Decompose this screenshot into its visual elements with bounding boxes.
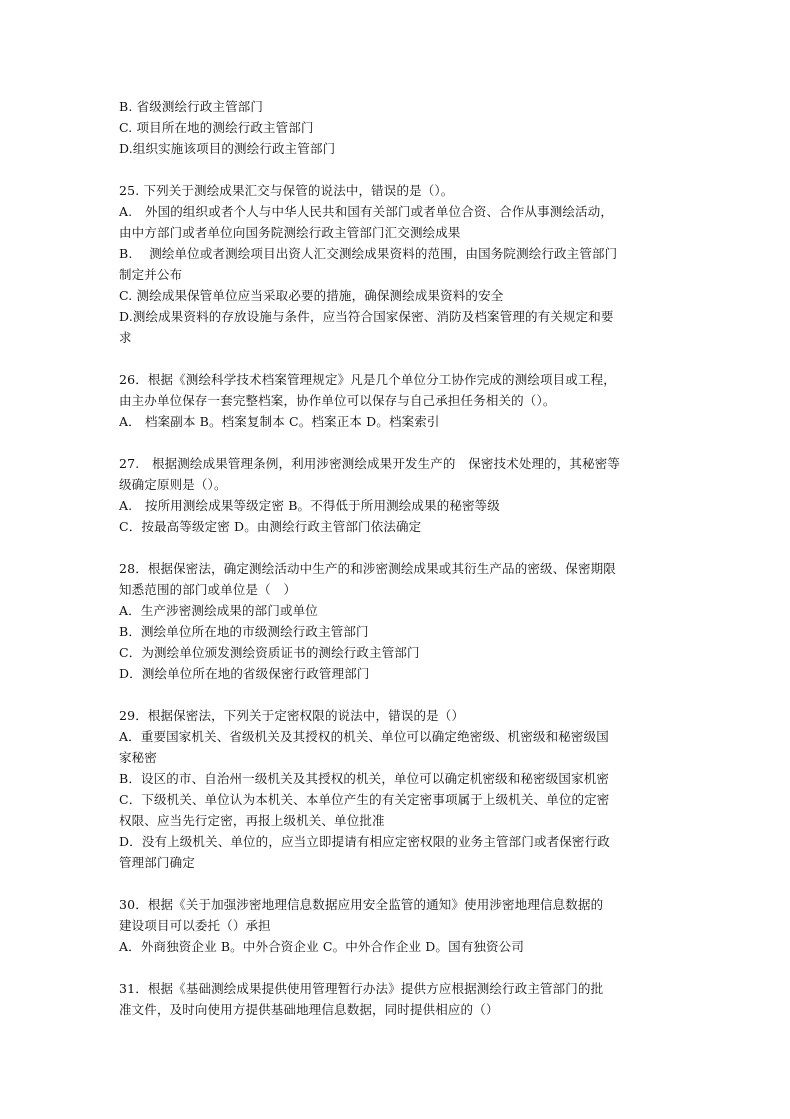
question-30 (119, 894, 679, 957)
text-line: 建设项目可以委托（）承担 (119, 918, 271, 933)
paragraph-gap (119, 159, 679, 180)
question-29 (119, 705, 679, 873)
question-25 (119, 180, 679, 348)
question-stem-line: 29．根据保密法，下列关于定密权限的说法中，错误的是（） (119, 708, 465, 723)
question-stem-line: 25. 下列关于测绘成果汇交与保管的说法中，错误的是（）。 (119, 183, 454, 198)
text-line: B. 测绘单位或者测绘项目出资人汇交测绘成果资料的范围，由国务院测绘行政主管部门 (119, 246, 618, 261)
text-line: C. 测绘成果保管单位应当采取必要的措施，确保测绘成果资料的安全 (119, 288, 504, 303)
text-line: A．生产涉密测绘成果的部门或单位 (119, 603, 318, 618)
question-stem-line: 30．根据《关于加强涉密地理信息数据应用安全监管的通知》使用涉密地理信息数据的 (119, 897, 604, 912)
paragraph-gap (119, 957, 679, 978)
options-q24-tail (119, 96, 679, 159)
text-line: 管理部门确定 (119, 855, 195, 870)
text-line: A．外商独资企业 B。中外合资企业 C。中外合作企业 D。国有独资公司 (119, 939, 524, 954)
paragraph-gap (119, 537, 679, 558)
text-line: 求 (119, 330, 132, 345)
text-line: C．为测绘单位颁发测绘资质证书的测绘行政主管部门 (119, 645, 420, 660)
text-line: 准文件，及时向使用方提供基础地理信息数据，同时提供相应的（） (119, 1002, 499, 1017)
question-26 (119, 369, 679, 432)
text-line: 级确定原则是（）。 (119, 477, 227, 492)
text-line: D．测绘单位所在地的省级保密行政管理部门 (119, 666, 370, 681)
text-line: 由主办单位保存一套完整档案，协作单位可以保存与自己承担任务相关的（）。 (119, 393, 556, 408)
text-line: A． 档案副本 B。档案复制本 C。档案正本 D。档案索引 (119, 414, 440, 429)
paragraph-gap (119, 348, 679, 369)
text-line: B．测绘单位所在地的市级测绘行政主管部门 (119, 624, 369, 639)
text-line: D．没有上级机关、单位的，应当立即提请有相应定密权限的业务主管部门或者保密行政 (119, 834, 610, 849)
text-line: 由中方部门或者单位向国务院测绘行政主管部门汇交测绘成果 (119, 225, 461, 240)
text-line: C. 项目所在地的测绘行政主管部门 (119, 120, 314, 135)
text-line: 家秘密 (119, 750, 157, 765)
question-31 (119, 978, 679, 1020)
text-line: D.组织实施该项目的测绘行政主管部门 (119, 141, 336, 156)
text-line: 知悉范围的部门或单位是（ ） (119, 582, 297, 597)
question-28 (119, 558, 679, 684)
question-stem-line: 28．根据保密法，确定测绘活动中生产的和涉密测绘成果或其衍生产品的密级、保密期限 (119, 561, 616, 576)
question-stem-line: B. 省级测绘行政主管部门 (119, 99, 264, 114)
text-line: B．设区的市、自治州一级机关及其授权的机关，单位可以确定机密级和秘密级国家机密 (119, 771, 610, 786)
paragraph-gap (119, 873, 679, 894)
text-line: 制定并公布 (119, 267, 183, 282)
document-body (119, 96, 679, 1020)
text-line: C．按最高等级定密 D。由测绘行政主管部门依法确定 (119, 519, 422, 534)
question-stem-line: 27. 根据测绘成果管理条例，利用涉密测绘成果开发生产的 保密技术处理的，其秘密等 (119, 456, 621, 471)
paragraph-gap (119, 432, 679, 453)
question-stem-line: 31．根据《基础测绘成果提供使用管理暂行办法》提供方应根据测绘行政主管部门的批 (119, 981, 604, 996)
paragraph-gap (119, 684, 679, 705)
text-line: D.测绘成果资料的存放设施与条件，应当符合国家保密、消防及档案管理的有关规定和要 (119, 309, 614, 324)
text-line: 权限、应当先行定密，再报上级机关、单位批准 (119, 813, 385, 828)
text-line: C．下级机关、单位认为本机关、本单位产生的有关定密事项属于上级机关、单位的定密 (119, 792, 610, 807)
question-stem-line: 26．根据《测绘科学技术档案管理规定》凡是几个单位分工协作完成的测绘项目或工程， (119, 372, 616, 387)
text-line: A．重要国家机关、省级机关及其授权的机关、单位可以确定绝密级、机密级和秘密级国 (119, 729, 609, 744)
text-line: A. 按所用测绘成果等级定密 B。不得低于所用测绘成果的秘密等级 (119, 498, 500, 513)
text-line: A. 外国的组织或者个人与中华人民共和国有关部门或者单位合资、合作从事测绘活动， (119, 204, 614, 219)
question-27 (119, 453, 679, 537)
